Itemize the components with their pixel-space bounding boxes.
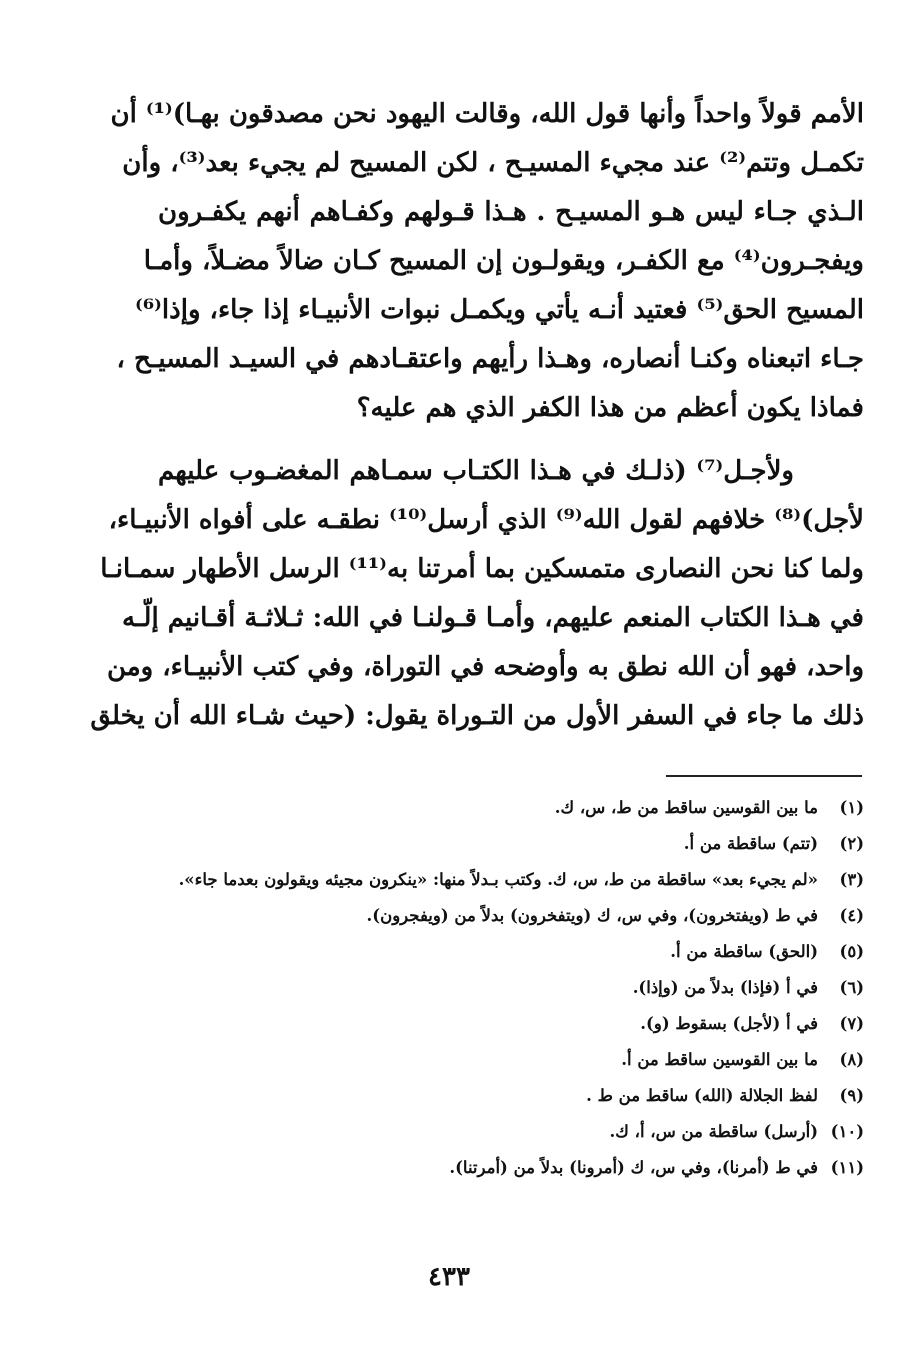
footnote (160, 1006, 864, 1042)
text-line: واحد، فهو أن الله نطق به وأوضحه في التوراة، وفي كتب الأنبيـاء، ومن (106, 652, 864, 682)
footnote-text: لفظ الجلالة (الله) ساقط من ط . (586, 1086, 818, 1105)
footnote-number: (١١) (830, 1158, 864, 1177)
text-line: ويفجـرون⁽⁴⁾ مع الكفـر، ويقولـون إن المسيح كـان ضالاً مضـلاً، وأمـا (143, 246, 864, 276)
footnote-text: (الحق) ساقطة من أ. (670, 942, 818, 961)
footnote-number: (٩) (839, 1086, 864, 1105)
footnote-number: (١) (839, 798, 864, 817)
footnote-number: (٢) (839, 834, 864, 853)
footnote-number: (٨) (839, 1050, 864, 1069)
footnote-text: (أرسل) ساقطة من س، أ، ك. (609, 1122, 818, 1141)
footnote (160, 898, 864, 934)
text-line: الأمم قولاً واحداً وأنها قول الله، وقالت اليهود نحن مصدقون بهـا)⁽¹⁾ أن (110, 99, 864, 129)
footnote-number: (٣) (839, 870, 864, 889)
text-line: المسيح الحق⁽⁵⁾ فعتيد أنـه يأتي ويكمـل نبوات الأنبيـاء إذا جاء، وإذا⁽⁶⁾ (135, 295, 864, 325)
footnote-text: ما بين القوسين ساقط من أ. (621, 1050, 818, 1069)
text-line: تكمـل وتتم⁽²⁾ عند مجيء المسيـح ، لكن المسيح لم يجيء بعد⁽³⁾، وأن (122, 148, 864, 178)
text-line: ذلك ما جاء في السفر الأول من التـوراة يقول: (حيث شـاء الله أن يخلق (90, 701, 864, 731)
footnote-text: (تتم) ساقطة من أ. (683, 834, 818, 853)
footnote-text: في أ (فإذا) بدلاً من (وإذا). (632, 978, 818, 997)
footnote-number: (١٠) (830, 1122, 864, 1141)
text-line: في هـذا الكتاب المنعم عليهم، وأمـا قـولنـا في الله: ثـلاثـة أقـانيم إلّـه (122, 603, 864, 633)
footnote-text: «لم يجيء بعد» ساقطة من ط، س، ك. وكتب بـدلاً منها: «ينكرون مجيئه ويقولون بعدما جاء». (178, 870, 818, 889)
paragraph-gap (158, 433, 864, 447)
footnote-number: (٥) (839, 942, 864, 961)
text-line: جـاء اتبعناه وكنـا أنصاره، وهـذا رأيهم واعتقـادهم في السيـد المسيـح ، (116, 344, 864, 374)
footnote (160, 862, 864, 898)
text-line: الـذي جـاء ليس هـو المسيـح . هـذا قـولهم وكفـاهم أنهم يكفـرون (158, 197, 864, 227)
footnotes (160, 790, 864, 1186)
footnote (160, 1150, 864, 1186)
footnote-text: في ط (أمرنا)، وفي س، ك (أمرونا) بدلاً من (أمرتنا). (449, 1158, 818, 1177)
footnote-text: ما بين القوسين ساقط من ط، س، ك. (554, 798, 818, 817)
text-line: لأجل)⁽⁸⁾ خلافهم لقول الله⁽⁹⁾ الذي أرسل⁽¹⁰⁾ نطقـه على أفواه الأنبيـاء، (108, 505, 864, 535)
footnote-number: (٤) (839, 906, 864, 925)
footnote (160, 790, 864, 826)
footnote-separator (666, 775, 862, 777)
main-text (90, 90, 864, 741)
text-line: ولأجـل⁽⁷⁾ (ذلـك في هـذا الكتـاب سمـاهم المغضـوب عليهم (158, 456, 794, 486)
footnote (160, 1042, 864, 1078)
footnote (160, 1114, 864, 1150)
text-line: فماذا يكون أعظم من هذا الكفر الذي هم عليه؟ (356, 393, 864, 423)
page-number: ٤٣٣ (428, 1262, 470, 1292)
footnote (160, 826, 864, 862)
footnote (160, 970, 864, 1006)
footnote (160, 1078, 864, 1114)
footnote-text: في أ (لأجل) بسقوط (و). (640, 1014, 818, 1033)
footnote-number: (٦) (839, 978, 864, 997)
text-line: ولما كنا نحن النصارى متمسكين بما أمرتنا به⁽¹¹⁾ الرسل الأطهار سمـانـا (100, 554, 864, 584)
footnote-text: في ط (ويفتخرون)، وفي س، ك (ويتفخرون) بدلاً من (ويفجرون). (366, 906, 818, 925)
footnote-number: (٧) (839, 1014, 864, 1033)
footnote (160, 934, 864, 970)
